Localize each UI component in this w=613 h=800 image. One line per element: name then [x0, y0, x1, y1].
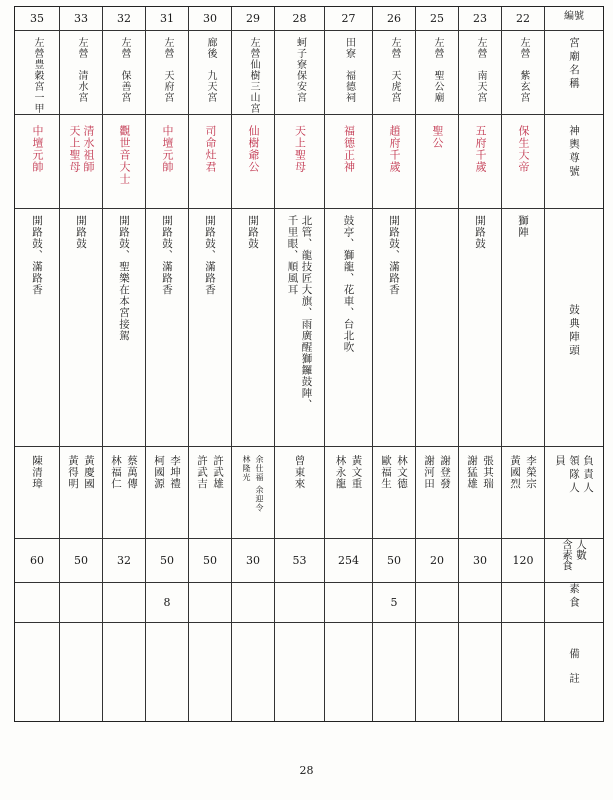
headcount: 50 — [60, 539, 102, 583]
header-troupe — [545, 209, 603, 447]
temple-name-text: 左營豊穀宮一甲 — [32, 37, 43, 114]
deity-title — [15, 115, 59, 209]
entry-column — [189, 7, 232, 721]
deity-title — [189, 115, 231, 209]
vegetarian-count: 8 — [146, 583, 188, 623]
header-count-text: 人數 含素食 — [561, 539, 587, 571]
troupe-list — [275, 209, 324, 447]
vegetarian-count — [502, 583, 544, 623]
deity-title — [146, 115, 188, 209]
entry-id: 30 — [189, 7, 231, 31]
troupe-list — [373, 209, 415, 447]
headcount: 120 — [502, 539, 544, 583]
header-veg-text: 素食 — [568, 583, 580, 610]
temple-name — [373, 31, 415, 115]
deity-title-text: 仙樹爺公 — [247, 125, 260, 173]
headcount: 254 — [325, 539, 372, 583]
note-cell — [189, 623, 231, 721]
vegetarian-count — [416, 583, 458, 623]
deity-title — [373, 115, 415, 209]
leader-name: 黃文重 — [350, 455, 363, 490]
headcount: 50 — [189, 539, 231, 583]
entry-column — [232, 7, 275, 721]
leader-names — [416, 447, 458, 539]
temple-name-text: 左營仙樹三山宮 — [248, 37, 259, 114]
deity-title-text: 趙府千歲 — [388, 125, 401, 173]
deity-title-text: 中壇元帥 — [161, 125, 174, 173]
note-cell — [502, 623, 544, 721]
leader-name: 林永龍 — [334, 455, 347, 490]
deity-title — [459, 115, 501, 209]
leader-name: 林福仁 — [110, 455, 122, 490]
temple-name — [232, 31, 274, 115]
deity-title-text: 聖公 — [431, 125, 444, 149]
header-deity — [545, 115, 603, 209]
troupe-text: 獅陣 — [517, 215, 529, 238]
leader-name: 余仕福 余迎令 — [255, 455, 264, 513]
leader-names — [189, 447, 231, 539]
leader-name: 張其瑞 — [482, 455, 494, 490]
temple-name-text: 左營 天府宮 — [162, 37, 173, 103]
header-temple — [545, 31, 603, 115]
leader-names — [146, 447, 188, 539]
leader-name: 歐福生 — [380, 455, 392, 490]
note-cell — [416, 623, 458, 721]
deity-title-text: 清水祖師天上聖母 — [68, 125, 95, 173]
deity-title-text: 司命灶君 — [204, 125, 217, 173]
leader-names — [232, 447, 274, 539]
headcount: 53 — [275, 539, 324, 583]
leader-names — [275, 447, 324, 539]
deity-title-group — [67, 125, 95, 208]
roster-table — [14, 6, 604, 722]
deity-title-text: 觀世音大士 — [118, 125, 131, 185]
deity-title — [502, 115, 544, 209]
headcount: 50 — [146, 539, 188, 583]
vegetarian-count — [189, 583, 231, 623]
entry-id: 31 — [146, 7, 188, 31]
entry-column — [325, 7, 373, 721]
headcount: 20 — [416, 539, 458, 583]
deity-title-text: 中壇元帥 — [31, 125, 44, 173]
vegetarian-count — [232, 583, 274, 623]
troupe-text: 開路鼓 — [75, 215, 87, 250]
leader-names — [15, 447, 59, 539]
deity-title-text: 五府千歲 — [474, 125, 487, 173]
temple-name — [15, 31, 59, 115]
troupe-text: 開路鼓、滿路香 — [161, 215, 173, 296]
headcount: 60 — [15, 539, 59, 583]
temple-name-text: 左營 清水宮 — [76, 37, 87, 103]
leader-name: 陳清璋 — [31, 455, 43, 490]
entry-column — [146, 7, 189, 721]
temple-name — [103, 31, 145, 115]
leader-name: 曾東來 — [293, 455, 306, 490]
troupe-list — [15, 209, 59, 447]
header-veg — [545, 583, 603, 623]
note-cell — [325, 623, 372, 721]
header-deity-text: 神輿尊號 — [568, 125, 580, 179]
headcount: 32 — [103, 539, 145, 583]
leader-names — [502, 447, 544, 539]
header-id: 編號 — [545, 7, 603, 31]
deity-title-text: 保生大帝 — [517, 125, 530, 173]
troupe-list — [146, 209, 188, 447]
entry-column — [416, 7, 459, 721]
leader-name: 柯國源 — [153, 455, 165, 490]
leader-name: 李坤禮 — [169, 455, 181, 490]
temple-name — [459, 31, 501, 115]
note-cell — [459, 623, 501, 721]
temple-name — [325, 31, 372, 115]
headcount: 30 — [232, 539, 274, 583]
temple-name-text: 左營 聖公廟 — [432, 37, 443, 103]
deity-title — [60, 115, 102, 209]
leader-name: 黃得明 — [67, 455, 79, 490]
leader-names — [459, 447, 501, 539]
temple-name — [189, 31, 231, 115]
header-note — [545, 623, 603, 721]
entry-id: 33 — [60, 7, 102, 31]
leader-name: 許武雄 — [212, 455, 224, 490]
header-leader — [545, 447, 603, 539]
leader-name: 謝河田 — [423, 455, 435, 490]
troupe-text: 開路鼓、滿路香 — [31, 215, 43, 296]
troupe-text: 鼓亭、獅龍、花車、台北吹 — [342, 215, 355, 353]
troupe-text: 開路鼓、聖樂在本宮接駕 — [118, 215, 130, 342]
note-cell — [15, 623, 59, 721]
leader-name: 蔡萬傳 — [126, 455, 138, 490]
temple-name — [502, 31, 544, 115]
temple-name-text: 田寮 福德祠 — [343, 37, 355, 103]
troupe-text: 開路鼓、滿路香 — [388, 215, 400, 296]
header-leader-text: 負責人 領隊人員 — [554, 455, 594, 496]
entry-column — [502, 7, 545, 721]
entry-id: 23 — [459, 7, 501, 31]
troupe-list — [416, 209, 458, 447]
deity-title — [416, 115, 458, 209]
header-note-text: 備註 — [568, 647, 580, 697]
temple-name-text: 廊後 九天宮 — [205, 37, 216, 103]
entry-column — [459, 7, 502, 721]
entry-id: 22 — [502, 7, 544, 31]
page-number: 28 — [299, 764, 314, 777]
troupe-list — [60, 209, 102, 447]
note-cell — [60, 623, 102, 721]
note-cell — [275, 623, 324, 721]
leader-names — [325, 447, 372, 539]
deity-title-text: 福德正神 — [342, 125, 356, 173]
deity-title — [275, 115, 324, 209]
troupe-list — [189, 209, 231, 447]
note-cell — [373, 623, 415, 721]
entry-id: 29 — [232, 7, 274, 31]
note-cell — [232, 623, 274, 721]
troupe-list — [502, 209, 544, 447]
temple-name-text: 左營 保善宮 — [119, 37, 130, 103]
deity-title — [325, 115, 372, 209]
leader-name: 黃慶國 — [83, 455, 95, 490]
temple-name-text: 左營 天虎宮 — [389, 37, 400, 103]
leader-names — [60, 447, 102, 539]
troupe-list — [103, 209, 145, 447]
note-cell — [103, 623, 145, 721]
header-column — [545, 7, 603, 721]
entry-column — [373, 7, 416, 721]
temple-name — [60, 31, 102, 115]
temple-name-text: 蚵子寮保安宮 — [294, 37, 306, 103]
troupe-text: 開路鼓 — [474, 215, 486, 250]
troupe-text: 開路鼓、滿路香 — [204, 215, 216, 296]
leader-name: 黃國烈 — [509, 455, 521, 490]
entry-column — [275, 7, 325, 721]
entry-id: 27 — [325, 7, 372, 31]
entry-column — [103, 7, 146, 721]
troupe-text: 千里眼、順風耳 — [286, 215, 299, 296]
troupe-text: 開路鼓 — [247, 215, 259, 250]
entry-id: 32 — [103, 7, 145, 31]
entry-column — [60, 7, 103, 721]
entry-id: 28 — [275, 7, 324, 31]
note-cell — [146, 623, 188, 721]
troupe-list — [232, 209, 274, 447]
temple-name — [275, 31, 324, 115]
leader-name: 林文德 — [396, 455, 408, 490]
header-count — [545, 539, 603, 583]
headcount: 30 — [459, 539, 501, 583]
troupe-text: 北管、龍技匠大旗、雨廣醒獅鑼鼓陣、 — [300, 215, 313, 411]
temple-name-text: 左營 紫玄宮 — [518, 37, 529, 103]
temple-name — [146, 31, 188, 115]
leader-names — [103, 447, 145, 539]
vegetarian-count — [459, 583, 501, 623]
vegetarian-count — [275, 583, 324, 623]
vegetarian-count — [15, 583, 59, 623]
header-troupe-text: 鼓典陣頭 — [568, 303, 580, 358]
deity-title — [103, 115, 145, 209]
deity-title-text: 天上聖母 — [293, 125, 307, 173]
entry-column — [15, 7, 60, 721]
leader-name: 謝登發 — [439, 455, 451, 490]
leader-name: 林隆光 — [242, 455, 251, 482]
vegetarian-count — [60, 583, 102, 623]
vegetarian-count — [325, 583, 372, 623]
headcount: 50 — [373, 539, 415, 583]
leader-name: 李榮宗 — [525, 455, 537, 490]
entry-id: 26 — [373, 7, 415, 31]
leader-name: 謝猛雄 — [466, 455, 478, 490]
vegetarian-count: 5 — [373, 583, 415, 623]
vegetarian-count — [103, 583, 145, 623]
header-temple-text: 宮廟名稱 — [568, 37, 580, 91]
temple-name — [416, 31, 458, 115]
entry-id: 35 — [15, 7, 59, 31]
deity-title — [232, 115, 274, 209]
leader-name: 許武吉 — [196, 455, 208, 490]
troupe-list — [459, 209, 501, 447]
entry-id: 25 — [416, 7, 458, 31]
troupe-list — [325, 209, 372, 447]
temple-name-text: 左營 南天宮 — [475, 37, 486, 103]
leader-names — [373, 447, 415, 539]
